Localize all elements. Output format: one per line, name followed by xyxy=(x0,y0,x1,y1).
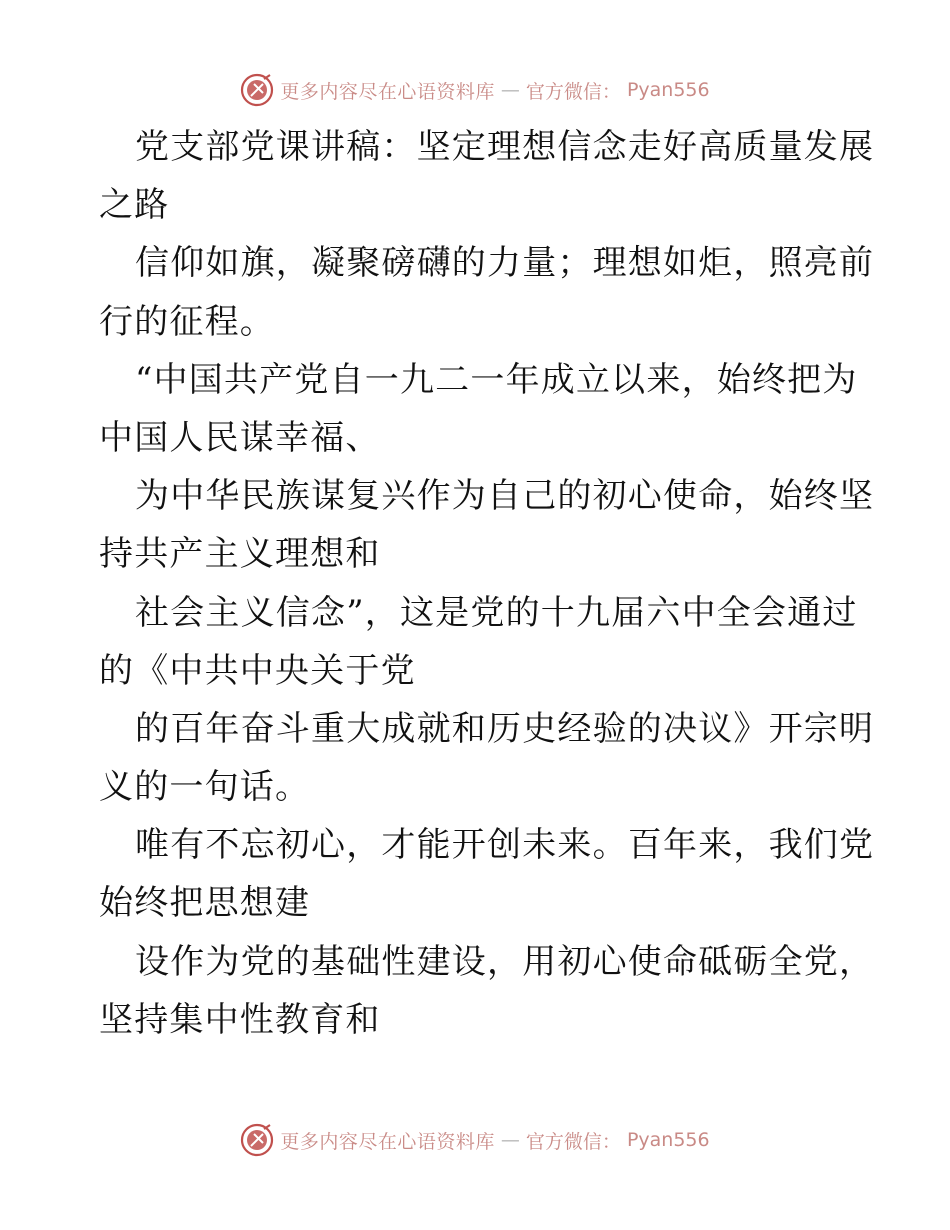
watermark-wechat-id: Pyan556 xyxy=(626,1129,710,1151)
document-body xyxy=(99,118,875,1049)
text-line: 坚持集中性教育和 xyxy=(99,999,381,1040)
text-line: 唯有不忘初心，才能开创未来。百年来，我们党 xyxy=(135,825,875,866)
text-line: 行的征程。 xyxy=(99,301,275,342)
text-line: 设作为党的基础性建设，用初心使命砥砺全党， xyxy=(135,941,875,982)
title-line-1: 党支部党课讲稿：坚定理想信念走好高质量发展 xyxy=(135,127,875,167)
watermark-wechat-id: Pyan556 xyxy=(626,79,710,101)
footer-watermark xyxy=(0,1120,950,1160)
seal-logo-icon xyxy=(240,73,274,107)
header-watermark xyxy=(0,70,950,110)
watermark-separator: — xyxy=(500,79,520,101)
text-line: 的百年奋斗重大成就和历史经验的决议》开宗明 xyxy=(135,708,875,749)
text-line: 的《中共中央关于党 xyxy=(99,650,416,691)
text-line: 持共产主义理想和 xyxy=(99,534,381,575)
title-line-2: 之路 xyxy=(99,185,170,226)
watermark-wechat-label: 官方微信： xyxy=(525,80,621,103)
text-line: 信仰如旗，凝聚磅礴的力量；理想如炬，照亮前 xyxy=(135,243,875,284)
watermark-wechat-label: 官方微信： xyxy=(525,1130,621,1153)
text-line: 社会主义信念”，这是党的十九届六中全会通过 xyxy=(135,592,858,633)
watermark-site-text: 更多内容尽在心语资料库 xyxy=(280,80,495,103)
watermark-site-text: 更多内容尽在心语资料库 xyxy=(280,1130,495,1153)
text-line: “中国共产党自一九二一年成立以来，始终把为 xyxy=(135,359,858,400)
text-line: 中国人民谋幸福、 xyxy=(99,417,381,458)
text-line: 义的一句话。 xyxy=(99,767,311,808)
text-line: 始终把思想建 xyxy=(99,883,311,924)
text-line: 为中华民族谋复兴作为自己的初心使命，始终坚 xyxy=(135,476,875,517)
watermark-separator: — xyxy=(500,1129,520,1151)
seal-logo-icon xyxy=(240,1123,274,1157)
